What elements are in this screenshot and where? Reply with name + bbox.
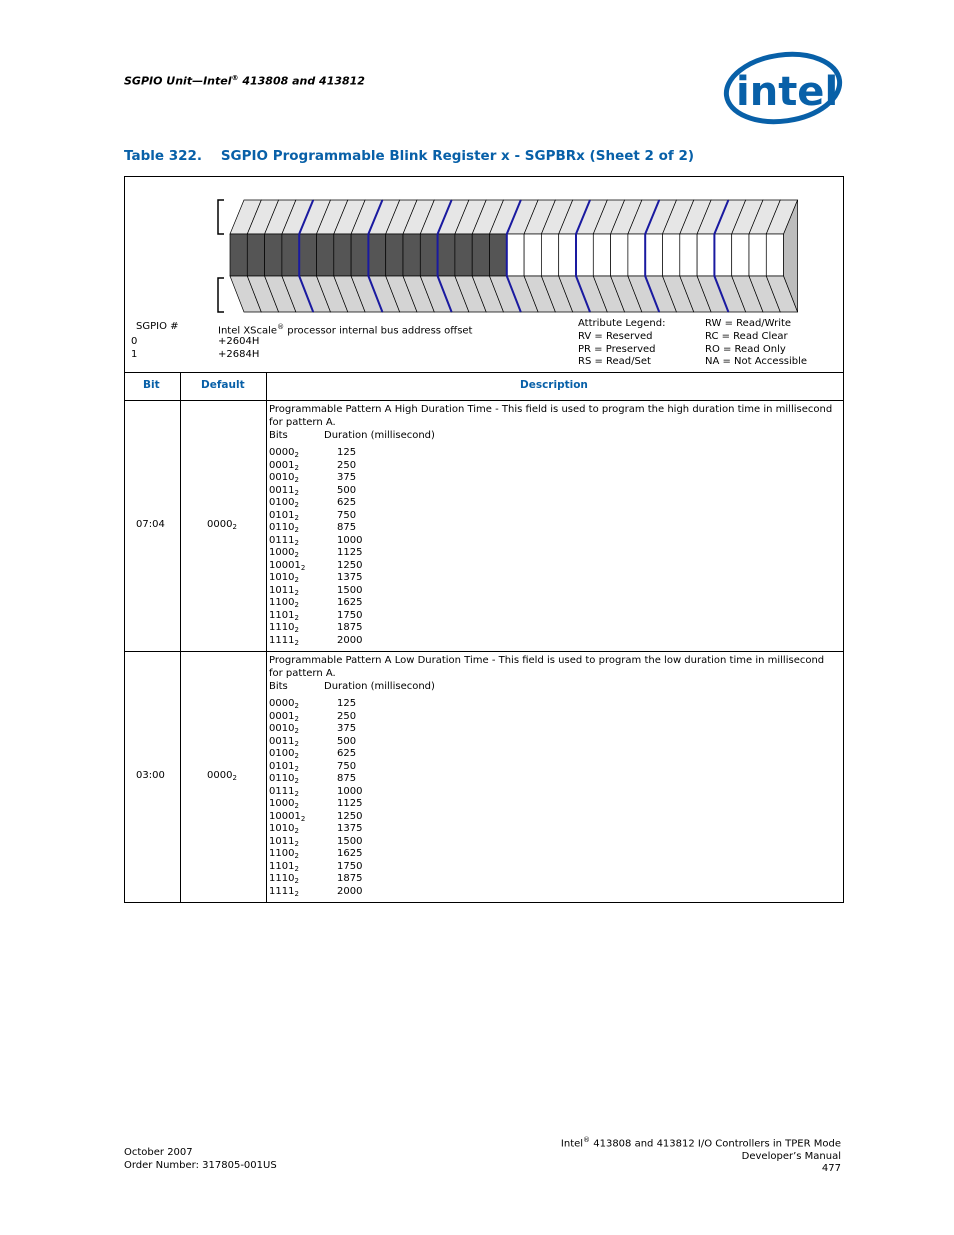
encoding-duration: 250 — [337, 459, 357, 471]
footer-date: October 2007 — [124, 1147, 193, 1158]
running-header-reg: ® — [231, 74, 239, 82]
bit-cell — [697, 234, 714, 276]
encoding-code-digits: 1010 — [269, 823, 295, 834]
intel-logo-icon — [722, 50, 844, 128]
bit-cell — [230, 234, 247, 276]
encoding-code-base: 2 — [294, 513, 299, 522]
footer-right — [561, 1134, 841, 1176]
bit-cell — [559, 234, 576, 276]
footer-doc-title-reg: ® — [583, 1136, 591, 1144]
footer-doc-subtitle: Developer’s Manual — [741, 1150, 841, 1162]
encoding-row — [269, 484, 834, 497]
encoding-code-base: 2 — [294, 702, 299, 710]
encoding-code-base: 2 — [294, 852, 299, 860]
encoding-code-digits: 1110 — [269, 622, 295, 633]
encoding-row — [269, 710, 834, 723]
encoding-duration: 1625 — [337, 597, 363, 608]
encoding-row — [269, 797, 834, 810]
encoding-duration: 250 — [337, 710, 357, 722]
intel-logo-text: intel — [736, 69, 839, 115]
encoding-header-duration: Duration (millisecond) — [324, 681, 435, 692]
encoding-duration: 1375 — [337, 823, 363, 834]
bit-cell — [299, 234, 316, 276]
encoding-row — [269, 785, 834, 798]
encoding-code — [269, 634, 299, 650]
sgpio-offset-1: +2684H — [218, 349, 260, 360]
encoding-row — [269, 546, 834, 559]
bit-cell — [334, 234, 351, 276]
encoding-row — [269, 496, 834, 509]
bit-cell — [351, 234, 368, 276]
encoding-row — [269, 584, 834, 597]
encoding-code-digits: 1011 — [269, 584, 295, 596]
footer-page-number: 477 — [821, 1163, 841, 1175]
encoding-code-base: 2 — [294, 601, 299, 609]
encoding-duration: 500 — [337, 735, 357, 747]
encoding-duration: 125 — [337, 447, 357, 458]
encoding-code-base: 2 — [294, 714, 299, 723]
encoding-code-base: 2 — [294, 802, 299, 810]
bit-cell — [420, 234, 437, 276]
encoding-row — [269, 596, 834, 609]
bit-cell — [265, 234, 282, 276]
encoding-list — [269, 697, 834, 897]
encoding-code-base: 2 — [294, 451, 299, 459]
encoding-code-digits: 1111 — [269, 885, 295, 897]
encoding-row — [269, 872, 834, 885]
bracket-top — [218, 200, 224, 234]
bit-cell — [490, 234, 507, 276]
encoding-code-digits: 0110 — [269, 773, 295, 784]
running-header — [124, 74, 365, 88]
encoding-row — [269, 885, 834, 898]
encoding-row — [269, 446, 834, 459]
row-default-base: 2 — [232, 774, 237, 782]
divider — [266, 372, 267, 902]
bit-cell — [714, 234, 731, 276]
encoding-code-digits: 10001 — [269, 810, 301, 822]
encoding-row — [269, 822, 834, 835]
footer-doc-title-prefix: Intel — [560, 1138, 584, 1150]
encoding-duration: 125 — [337, 698, 357, 709]
encoding-duration: 875 — [337, 773, 357, 784]
sgpio-number-1: 1 — [131, 349, 138, 360]
encoding-code-digits: 0100 — [269, 748, 295, 759]
encoding-code-digits: 1110 — [269, 873, 295, 884]
bit-cell — [645, 234, 662, 276]
attribute-rw: RW = Read/Write — [705, 318, 792, 329]
encoding-duration: 375 — [337, 723, 357, 734]
offset-label-suffix: processor internal bus address offset — [284, 325, 473, 337]
encoding-code-digits: 0101 — [269, 509, 295, 521]
footer-order-number: Order Number: 317805-001US — [124, 1159, 277, 1171]
encoding-list — [269, 446, 834, 646]
encoding-row — [269, 521, 834, 534]
encoding-code-digits: 1010 — [269, 572, 295, 583]
encoding-code-digits: 0000 — [269, 698, 295, 709]
encoding-code-base: 2 — [294, 588, 299, 597]
offset-label-prefix: Intel XScale — [218, 325, 278, 337]
encoding-code-digits: 0101 — [269, 760, 295, 772]
encoding-duration: 1250 — [337, 810, 363, 822]
encoding-duration: 750 — [337, 760, 357, 772]
encoding-row — [269, 760, 834, 773]
bit-cell — [680, 234, 697, 276]
bit-cell — [749, 234, 766, 276]
encoding-row — [269, 835, 834, 848]
encoding-row — [269, 609, 834, 622]
running-header-prefix: SGPIO Unit—Intel — [124, 74, 232, 88]
encoding-row — [269, 509, 834, 522]
encoding-code-base: 2 — [300, 814, 306, 823]
attribute-na: NA = Not Accessible — [705, 356, 808, 368]
encoding-duration: 1125 — [337, 547, 363, 558]
bit-cell — [386, 234, 403, 276]
attribute-pr: PR = Preserved — [578, 343, 656, 355]
encoding-code-digits: 0100 — [269, 497, 295, 508]
register-bit-diagram — [210, 196, 810, 316]
encoding-header — [269, 429, 834, 446]
encoding-code-digits: 1101 — [269, 860, 295, 872]
bit-cell — [766, 234, 783, 276]
encoding-row — [269, 747, 834, 760]
table-caption: Table 322. SGPIO Programmable Blink Register x - SGPBRx (Sheet 2 of 2) — [124, 148, 695, 164]
sgpio-offset-0: +2604H — [218, 336, 260, 347]
encoding-code-digits: 0001 — [269, 710, 295, 722]
encoding-duration: 875 — [337, 522, 357, 533]
encoding-code-digits: 1000 — [269, 798, 295, 809]
bit-cell — [663, 234, 680, 276]
footer-left — [124, 1147, 277, 1172]
attribute-rc: RC = Read Clear — [705, 330, 788, 342]
encoding-code-base: 2 — [294, 613, 299, 622]
encoding-code-digits: 0111 — [269, 785, 295, 797]
divider — [124, 372, 843, 373]
encoding-code-digits: 0000 — [269, 447, 295, 458]
footer-doc-title — [561, 1134, 841, 1151]
divider — [124, 400, 843, 401]
encoding-row — [269, 534, 834, 547]
column-header-description: Description — [520, 379, 588, 391]
sgpio-label: SGPIO # — [136, 321, 179, 332]
attribute-rs: RS = Read/Set — [578, 356, 651, 368]
row-description-text: Programmable Pattern A High Duration Time - This field is used to program the high duration time in millisecond for pattern A. — [269, 404, 833, 428]
bit-cell — [576, 234, 593, 276]
bit-cell — [368, 234, 385, 276]
encoding-header-bits: Bits — [269, 681, 288, 692]
encoding-duration: 625 — [337, 497, 357, 508]
encoding-duration: 1500 — [337, 584, 363, 596]
encoding-code-digits: 1101 — [269, 609, 295, 621]
running-header-suffix: 413808 and 413812 — [238, 74, 365, 88]
encoding-row — [269, 459, 834, 472]
encoding-code-digits: 1100 — [269, 848, 295, 859]
row-bits: 03:00 — [136, 770, 165, 781]
encoding-code-digits: 1000 — [269, 547, 295, 558]
attribute-rv: RV = Reserved — [578, 330, 653, 342]
encoding-code-base: 2 — [294, 864, 299, 873]
bit-cell — [403, 234, 420, 276]
encoding-row — [269, 697, 834, 710]
bit-cell — [282, 234, 299, 276]
encoding-code-base: 2 — [294, 576, 299, 584]
bracket-bottom — [218, 278, 224, 312]
attribute-ro: RO = Read Only — [705, 343, 786, 355]
row-default-value: 0000 — [207, 770, 233, 781]
encoding-code-digits: 0011 — [269, 735, 295, 747]
encoding-duration: 1750 — [337, 860, 363, 872]
offset-label-reg: ® — [277, 323, 285, 331]
bit-cell — [455, 234, 472, 276]
encoding-duration: 1250 — [337, 559, 363, 571]
encoding-duration: 1125 — [337, 798, 363, 809]
encoding-code-digits: 0010 — [269, 723, 295, 734]
bit-cell — [628, 234, 645, 276]
column-header-default: Default — [201, 379, 245, 391]
encoding-duration: 375 — [337, 472, 357, 483]
encoding-row — [269, 772, 834, 785]
encoding-code-base: 2 — [294, 626, 299, 634]
encoding-code-base: 2 — [294, 789, 299, 798]
column-header-bit: Bit — [143, 379, 160, 391]
encoding-duration: 1000 — [337, 534, 363, 546]
encoding-row — [269, 847, 834, 860]
encoding-code-digits: 1011 — [269, 835, 295, 847]
encoding-duration: 1625 — [337, 848, 363, 859]
attribute-legend-title: Attribute Legend: — [578, 318, 666, 329]
encoding-row — [269, 621, 834, 634]
encoding-code-base: 2 — [294, 538, 299, 547]
encoding-code-digits: 0110 — [269, 522, 295, 533]
bit-cell — [247, 234, 264, 276]
bit-cell — [732, 234, 749, 276]
footer-doc-title-suffix: 413808 and 413812 I/O Controllers in TPER Mode — [590, 1138, 841, 1150]
encoding-duration: 1500 — [337, 835, 363, 847]
row-default — [207, 519, 237, 531]
bit-cell — [472, 234, 489, 276]
encoding-code-digits: 0111 — [269, 534, 295, 546]
encoding-duration: 625 — [337, 748, 357, 759]
encoding-code-digits: 10001 — [269, 559, 301, 571]
encoding-code-base: 2 — [300, 563, 306, 572]
bit-cell — [524, 234, 541, 276]
bit-cell — [507, 234, 524, 276]
row-bits: 07:04 — [136, 519, 165, 530]
encoding-code-base: 2 — [294, 476, 299, 484]
encoding-header-bits: Bits — [269, 430, 288, 441]
bit-cell — [317, 234, 334, 276]
encoding-duration: 1000 — [337, 785, 363, 797]
encoding-code-base: 2 — [294, 739, 299, 748]
encoding-code-base: 2 — [294, 488, 299, 497]
encoding-code-digits: 0001 — [269, 459, 295, 471]
encoding-header — [269, 680, 834, 697]
encoding-duration: 750 — [337, 509, 357, 521]
encoding-code-base: 2 — [294, 839, 299, 848]
row-default — [207, 770, 237, 782]
bit-cell — [611, 234, 628, 276]
encoding-row — [269, 735, 834, 748]
row-default-value: 0000 — [207, 519, 233, 530]
encoding-row — [269, 634, 834, 647]
row-description — [269, 403, 834, 646]
sgpio-number-0: 0 — [131, 336, 138, 347]
encoding-duration: 1750 — [337, 609, 363, 621]
encoding-code-base: 2 — [294, 827, 299, 835]
encoding-duration: 1875 — [337, 622, 363, 633]
encoding-code-digits: 0011 — [269, 484, 295, 496]
row-default-base: 2 — [232, 523, 237, 531]
encoding-code-base: 2 — [294, 777, 299, 785]
encoding-code-digits: 0010 — [269, 472, 295, 483]
encoding-code-base: 2 — [294, 752, 299, 760]
encoding-code-base: 2 — [294, 501, 299, 509]
encoding-code-base: 2 — [294, 764, 299, 773]
encoding-code-base: 2 — [294, 727, 299, 735]
divider — [180, 372, 181, 902]
attribute-legend-col2 — [705, 318, 807, 369]
encoding-row — [269, 810, 834, 823]
encoding-code-base: 2 — [294, 889, 299, 898]
encoding-row — [269, 471, 834, 484]
encoding-header-duration: Duration (millisecond) — [324, 430, 435, 441]
encoding-code-base: 2 — [294, 526, 299, 534]
bit-cell — [593, 234, 610, 276]
encoding-code-base: 2 — [294, 551, 299, 559]
encoding-duration: 1875 — [337, 873, 363, 884]
encoding-code-base: 2 — [294, 638, 299, 647]
encoding-code — [269, 885, 299, 901]
encoding-duration: 2000 — [337, 634, 363, 646]
encoding-code-digits: 1100 — [269, 597, 295, 608]
encoding-row — [269, 722, 834, 735]
encoding-row — [269, 559, 834, 572]
encoding-code-base: 2 — [294, 877, 299, 885]
encoding-row — [269, 860, 834, 873]
encoding-duration: 1375 — [337, 572, 363, 583]
encoding-duration: 2000 — [337, 885, 363, 897]
bit-cell — [541, 234, 558, 276]
encoding-duration: 500 — [337, 484, 357, 496]
encoding-code-base: 2 — [294, 463, 299, 472]
row-description — [269, 654, 834, 897]
attribute-legend — [578, 318, 665, 369]
bit-cell — [438, 234, 455, 276]
encoding-row — [269, 571, 834, 584]
divider — [124, 651, 843, 652]
encoding-code-digits: 1111 — [269, 634, 295, 646]
row-description-text: Programmable Pattern A Low Duration Time - This field is used to program the low duration time in millisecond for pattern A. — [269, 655, 825, 679]
